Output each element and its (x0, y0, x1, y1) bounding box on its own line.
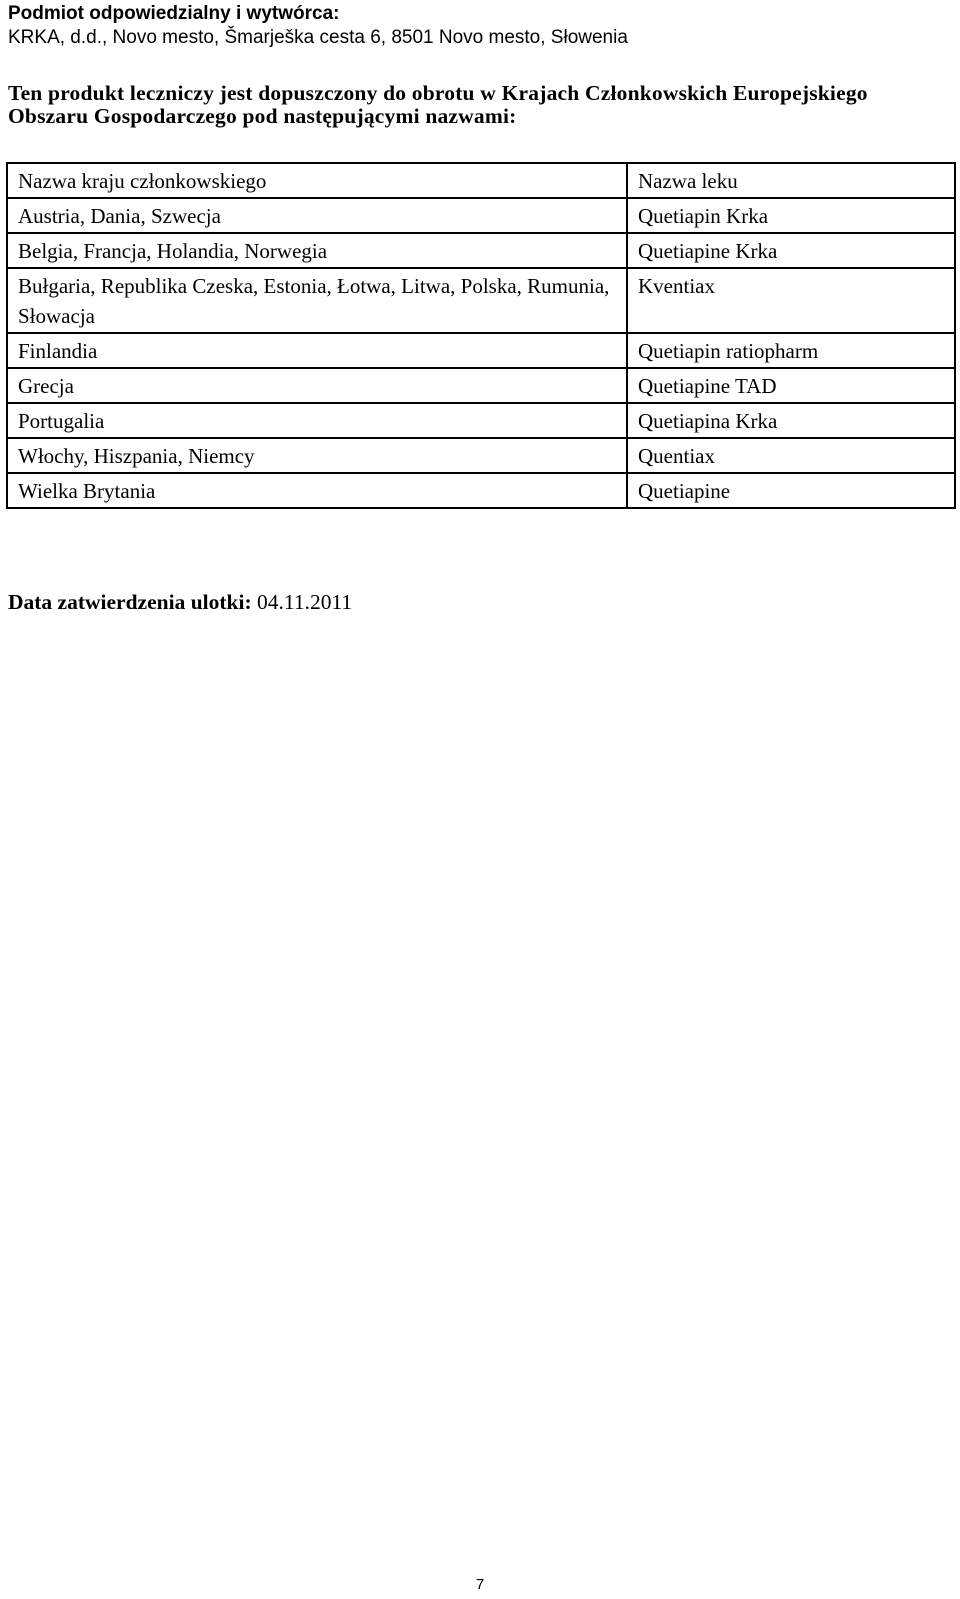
product-cell: Quetiapine Krka (627, 233, 955, 268)
manufacturer-address: KRKA, d.d., Novo mesto, Šmarješka cesta 6, 8501 Novo mesto, Słowenia (8, 27, 628, 48)
product-cell: Quetiapin ratiopharm (627, 333, 955, 368)
table-row (7, 198, 955, 233)
country-cell: Finlandia (7, 333, 627, 368)
product-cell: Quetiapin Krka (627, 198, 955, 233)
country-cell: Portugalia (7, 403, 627, 438)
approval-date-label: Data zatwierdzenia ulotki: (8, 590, 252, 614)
table-header-row (7, 163, 955, 198)
intro-line-1: Ten produkt leczniczy jest dopuszczony do obrotu w Krajach Członkowskich Europejskiego (8, 81, 868, 105)
page-number: 7 (475, 1576, 485, 1593)
country-cell: Grecja (7, 368, 627, 403)
country-cell: Włochy, Hiszpania, Niemcy (7, 438, 627, 473)
table-row (7, 403, 955, 438)
product-cell: Quetiapine TAD (627, 368, 955, 403)
country-cell: Wielka Brytania (7, 473, 627, 508)
table-row (7, 368, 955, 403)
table-row (7, 233, 955, 268)
header-country: Nazwa kraju członkowskiego (7, 163, 627, 198)
product-cell: Quetiapine (627, 473, 955, 508)
table-row (7, 268, 955, 333)
header-product: Nazwa leku (627, 163, 955, 198)
approval-date-line (8, 590, 352, 614)
table-row (7, 333, 955, 368)
country-cell: Belgia, Francja, Holandia, Norwegia (7, 233, 627, 268)
table-row (7, 473, 955, 508)
product-cell: Kventiax (627, 268, 955, 333)
member-state-names-table (6, 162, 956, 509)
country-cell: Bułgaria, Republika Czeska, Estonia, Łotwa, Litwa, Polska, Rumunia, Słowacja (7, 268, 627, 333)
intro-line-2: Obszaru Gospodarczego pod następującymi nazwami: (8, 104, 517, 128)
product-cell: Quetiapina Krka (627, 403, 955, 438)
manufacturer-heading: Podmiot odpowiedzialny i wytwórca: (8, 3, 340, 24)
table-row (7, 438, 955, 473)
product-cell: Quentiax (627, 438, 955, 473)
approval-date-value: 04.11.2011 (257, 590, 353, 614)
intro-paragraph (8, 82, 953, 128)
country-cell: Austria, Dania, Szwecja (7, 198, 627, 233)
